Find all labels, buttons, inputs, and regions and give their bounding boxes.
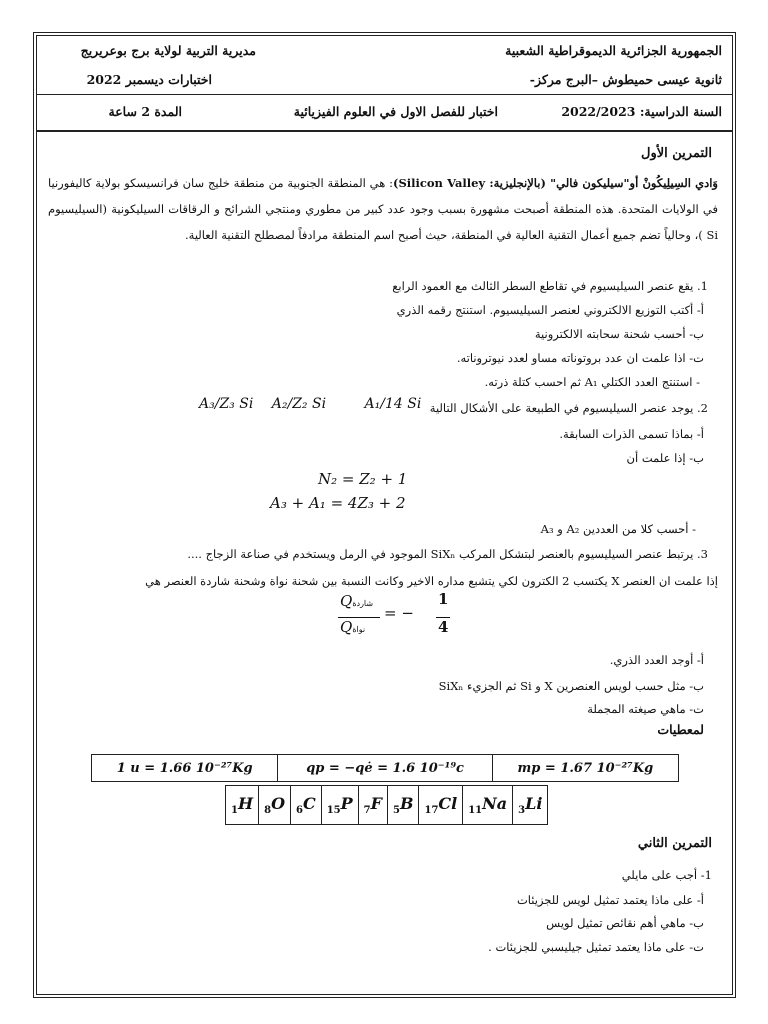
exercise1-title: التمرين الأول — [641, 146, 712, 161]
atomic-number: 5 — [392, 805, 400, 817]
exam-duration: المدة 2 ساعة — [108, 104, 182, 119]
ex2-q1a: أ- على ماذا يعتمد تمثيل لويس للجزيئات — [516, 893, 704, 907]
constants-table — [91, 754, 679, 782]
intro-rest: : هي المنطقة الجنوبية من منطقة خليج سان فرانسيسكو بولاية كاليفورنيا في الولايات المتحدة. هذه المنطقة أصبحت مشهورة بسبب وجود عدد كبير من مطوري ومنتجي الشرائح و الرقاقات السيليكونية (السيليسيوم Si )، وحالياً تضم جميع أعمال التقنية العالية في المنطقة، حيث أصبح اسم المنطقة مرادفاً لمصطلح التقنية العالية. — [48, 176, 718, 242]
element-symbol: B — [399, 793, 414, 813]
element-cell — [358, 786, 387, 825]
atomic-number: 15 — [326, 805, 341, 817]
charge-ratio — [336, 592, 456, 652]
const-mp: mp = 1.67 10⁻²⁷Kg — [492, 755, 678, 782]
frac-equals: = − — [384, 604, 414, 622]
school-year: السنة الدراسية: 2022/2023 — [561, 104, 722, 119]
element-symbol: H — [237, 793, 254, 813]
isotope-list — [199, 396, 435, 412]
q3c: ت- ماهي صيغته المجملة — [587, 702, 704, 716]
q1c: ت- اذا علمت ان عدد بروتوناته مساو لعدد نيوتروناته. — [456, 351, 704, 365]
atomic-number: 11 — [468, 805, 483, 817]
element-symbol: Na — [482, 793, 508, 813]
atomic-number: 3 — [518, 805, 526, 817]
element-symbol: Li — [525, 793, 543, 813]
republic-title: الجمهورية الجزائرية الديموقراطية الشعبية — [505, 43, 722, 58]
q1b: ب- أحسب شحنة سحابته الالكترونية — [534, 327, 704, 341]
frac-denominator: Qنواة — [340, 618, 366, 636]
frac-rhs-den: 4 — [438, 618, 449, 636]
q3-line2: إذا علمت ان العنصر X يكتسب 2 الكترون لكي يتشبع مداره الاخير وكانت النسبة بين شحنة نواة وشحنة شاردة العنصر هي — [145, 574, 718, 588]
element-cell — [419, 786, 463, 825]
isotope-3: A₃/Z₃ Si — [199, 396, 254, 412]
element-cell — [387, 786, 419, 825]
frac-rhs-num: 1 — [438, 590, 449, 608]
header-divider — [36, 94, 733, 95]
directorate-title: مديرية التربية لولاية برج بوعريريج — [80, 43, 256, 58]
q1: 1. يقع عنصر السيليسيوم في تقاطع السطر الثالث مع العمود الرابع — [392, 279, 708, 293]
q3b: ب- مثل حسب لويس العنصرين X و Si ثم الجزيء SiXₙ — [438, 679, 704, 693]
exam-session: اختبارات ديسمبر 2022 — [86, 72, 212, 87]
intro-bold: وَادي السِيلِيكُونْ أو"سيليكون فالي" (بالإنجليزية: Silicon Valley) — [393, 176, 718, 190]
element-symbol: C — [302, 793, 316, 813]
isotope-1: A₁/14 Si — [364, 396, 422, 412]
ex2-q1c: ت- على ماذا يعتمد تمثيل جيليسبي للجزيئات . — [488, 940, 704, 954]
intro-paragraph — [48, 170, 718, 248]
atomic-number: 1 — [231, 805, 238, 817]
ex2-q1b: ب- ماهي أهم نقائص تمثيل لويس — [546, 916, 704, 930]
atomic-number: 7 — [363, 805, 371, 817]
q2: 2. يوجد عنصر السيليسيوم في الطبيعة على الأشكال التالية — [429, 401, 708, 415]
element-cell — [513, 786, 548, 825]
school-name: ثانوية عيسى حميطوش –البرج مركز- — [529, 72, 722, 87]
const-u: 1 u = 1.66 10⁻²⁷Kg — [92, 755, 278, 782]
equation-2: A₃ + A₁ = 4Z₃ + 2 — [270, 494, 406, 512]
data-title: لمعطيات — [657, 722, 704, 737]
element-symbol: F — [370, 793, 382, 813]
q2b-sub: - أحسب كلا من العددين A₂ و A₃ — [540, 522, 696, 536]
atomic-number: 8 — [264, 805, 272, 817]
element-symbol: Cl — [438, 793, 458, 813]
element-cell — [291, 786, 322, 825]
q1c-sub: - استنتج العدد الكتلي A₁ ثم احسب كتلة ذرته. — [484, 375, 700, 389]
const-q: qp = −qė = 1.6 10⁻¹⁹c — [278, 755, 492, 782]
element-cell — [226, 786, 259, 825]
element-symbol: P — [340, 793, 353, 813]
element-cell — [321, 786, 358, 825]
atomic-number: 6 — [296, 805, 303, 817]
header-bottom-divider — [36, 130, 733, 132]
q1a: أ- أكتب التوزيع الالكتروني لعنصر السيليسيوم. استنتج رقمه الذري — [396, 303, 704, 317]
q3a: أ- أوجد العدد الذري. — [609, 653, 704, 667]
ex2-q1: 1- أجب على مايلي — [621, 868, 712, 882]
element-symbol: O — [271, 793, 285, 813]
exam-title: اختبار للفصل الاول في العلوم الفيزيائية — [293, 104, 498, 119]
isotope-2: A₂/Z₂ Si — [271, 396, 327, 412]
exercise2-title: التمرين الثاني — [637, 836, 712, 851]
q3: 3. يرتبط عنصر السيليسيوم بالعنصر لبتشكل المركب SiXₙ الموجود في الرمل ويستخدم في صناعة الزجاج .... — [187, 547, 708, 561]
equation-1: N₂ = Z₂ + 1 — [318, 470, 408, 488]
q2a: أ- بماذا تسمى الذرات السابقة. — [559, 427, 704, 441]
element-cell — [463, 786, 513, 825]
q2b: ب- إذا علمت أن — [626, 451, 704, 465]
elements-table — [225, 785, 548, 825]
frac-numerator: Qشاردة — [340, 592, 374, 610]
atomic-number: 17 — [424, 805, 439, 817]
element-cell — [259, 786, 291, 825]
